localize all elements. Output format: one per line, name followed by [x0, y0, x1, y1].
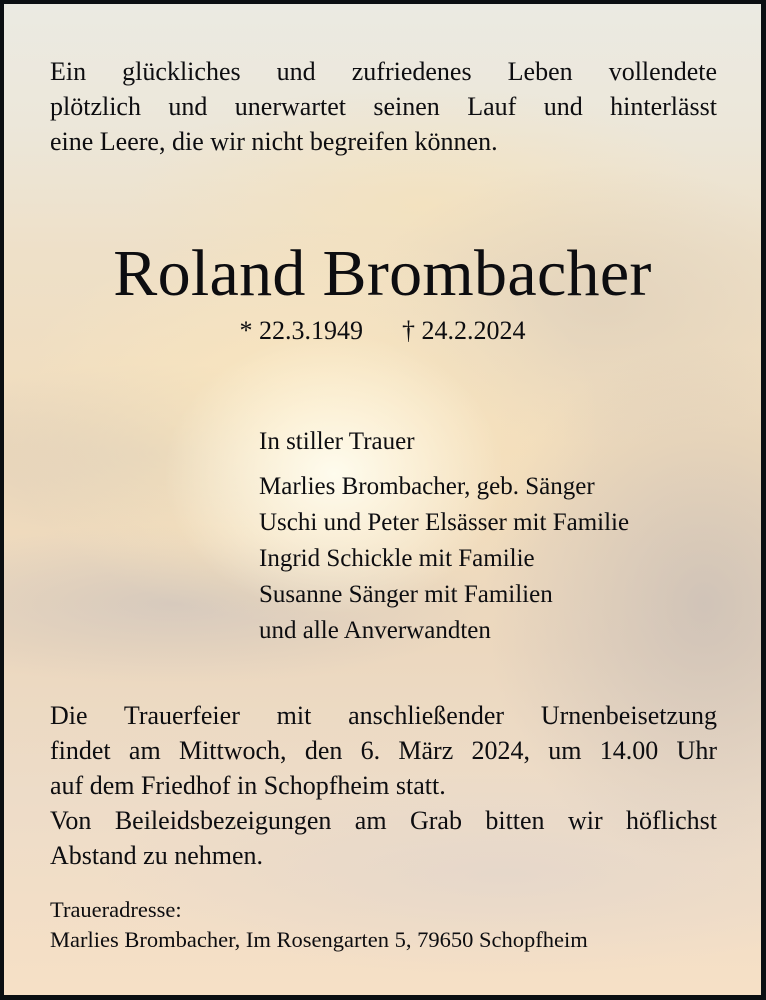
mourning-address: [50, 895, 588, 955]
funeral-line: auf dem Friedhof in Schopfheim statt.: [50, 771, 446, 800]
intro-line: eine Leere, die wir nicht begreifen können.: [50, 127, 498, 156]
death-cross-icon: †: [402, 316, 415, 345]
mourner-name: Susanne Sänger mit Familien: [259, 581, 553, 608]
mourner-name: Marlies Brombacher, geb. Sänger: [259, 473, 595, 500]
intro-line: Ein glückliches und zufriedenes Leben vollendete: [50, 57, 717, 86]
mourner-name: und alle Anverwandten: [259, 617, 491, 644]
intro-line: plötzlich und unerwartet seinen Lauf und hinterlässt: [50, 92, 717, 121]
birth-star-icon: *: [239, 316, 253, 345]
funeral-line: Abstand zu nehmen.: [50, 841, 264, 870]
intro-verse: [50, 54, 717, 159]
birth-date: 22.3.1949: [259, 316, 363, 345]
death-date: 24.2.2024: [421, 316, 526, 345]
mourner-list: [259, 469, 629, 649]
funeral-line: Von Beileidsbezeigungen am Grab bitten wir höflichst: [50, 806, 717, 835]
funeral-line: Die Trauerfeier mit anschließender Urnenbeisetzung: [50, 701, 717, 730]
mourning-heading: In stiller Trauer: [259, 428, 415, 455]
address-value: Marlies Brombacher, Im Rosengarten 5, 79650 Schopfheim: [50, 927, 588, 952]
address-label: Traueradresse:: [50, 897, 182, 922]
deceased-name: Roland Brombacher: [113, 237, 652, 310]
mourner-name: Uschi und Peter Elsässer mit Familie: [259, 509, 630, 536]
funeral-line: findet am Mittwoch, den 6. März 2024, um 14.00 Uhr: [50, 736, 717, 765]
funeral-notice: [50, 698, 717, 873]
mourners-block: [259, 424, 629, 649]
mourner-name: Ingrid Schickle mit Familie: [259, 545, 535, 572]
obituary-card: [4, 4, 761, 995]
life-dates: [4, 314, 761, 348]
